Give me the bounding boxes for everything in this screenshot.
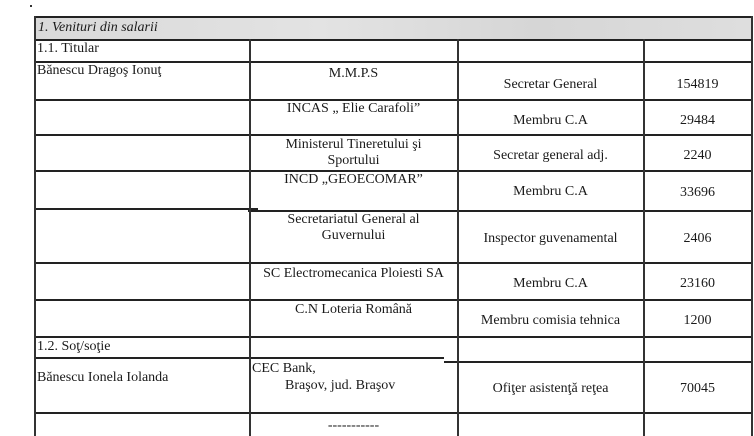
- amount: 2406: [683, 231, 712, 246]
- income-source: M.M.P.S: [328, 66, 379, 81]
- income-source: CEC Bank,: [252, 361, 316, 376]
- income-source-line2: Sportului: [327, 153, 380, 168]
- amount: 29484: [680, 113, 715, 128]
- col-divider: [751, 16, 753, 436]
- scan-speck: [30, 5, 32, 7]
- col-divider: [34, 16, 36, 436]
- row-divider: [34, 134, 266, 136]
- table-border-top: [34, 16, 752, 18]
- income-source-line2: Braşov, jud. Braşov: [285, 378, 396, 393]
- position: Secretar General: [503, 77, 598, 92]
- income-source: Secretariatul General al: [287, 212, 420, 227]
- amount: 154819: [676, 77, 719, 92]
- amount: 33696: [680, 185, 715, 200]
- person-name: Bănescu Dragoş Ionuţ: [37, 63, 162, 78]
- income-source: INCD „GEOECOMAR”: [284, 172, 423, 187]
- row-divider: [34, 357, 444, 359]
- income-source: Ministerul Tineretului şi: [285, 137, 422, 152]
- row-divider: [248, 134, 752, 136]
- person-name: Bănescu Ionela Iolanda: [37, 370, 169, 385]
- position: Secretar general adj.: [493, 148, 608, 163]
- income-source-line2: Guvernului: [321, 228, 386, 243]
- income-source-placeholder: -----------: [327, 418, 380, 433]
- income-source: SC Electromecanica Ploiesti SA: [263, 266, 444, 281]
- amount: 2240: [683, 148, 712, 163]
- position: Membru C.A: [513, 276, 588, 291]
- subsection-label: 1.2. Soţ/soţie: [37, 339, 111, 354]
- position: Membru comisia tehnica: [480, 313, 621, 328]
- position: Membru C.A: [513, 113, 588, 128]
- row-divider: [34, 208, 258, 210]
- position: Membru C.A: [513, 184, 588, 199]
- position: Inspector guvenamental: [483, 231, 618, 246]
- amount: 23160: [680, 276, 715, 291]
- amount: 70045: [680, 381, 715, 396]
- amount: 1200: [683, 313, 712, 328]
- subsection-label: 1.1. Titular: [37, 41, 99, 56]
- row-divider: [444, 361, 752, 363]
- income-source: C.N Loteria Română: [294, 302, 413, 317]
- position: Ofiţer asistenţă reţea: [492, 381, 609, 396]
- section-title: 1. Venituri din salarii: [38, 20, 158, 35]
- income-source: INCAS „ Elie Carafoli”: [286, 101, 421, 116]
